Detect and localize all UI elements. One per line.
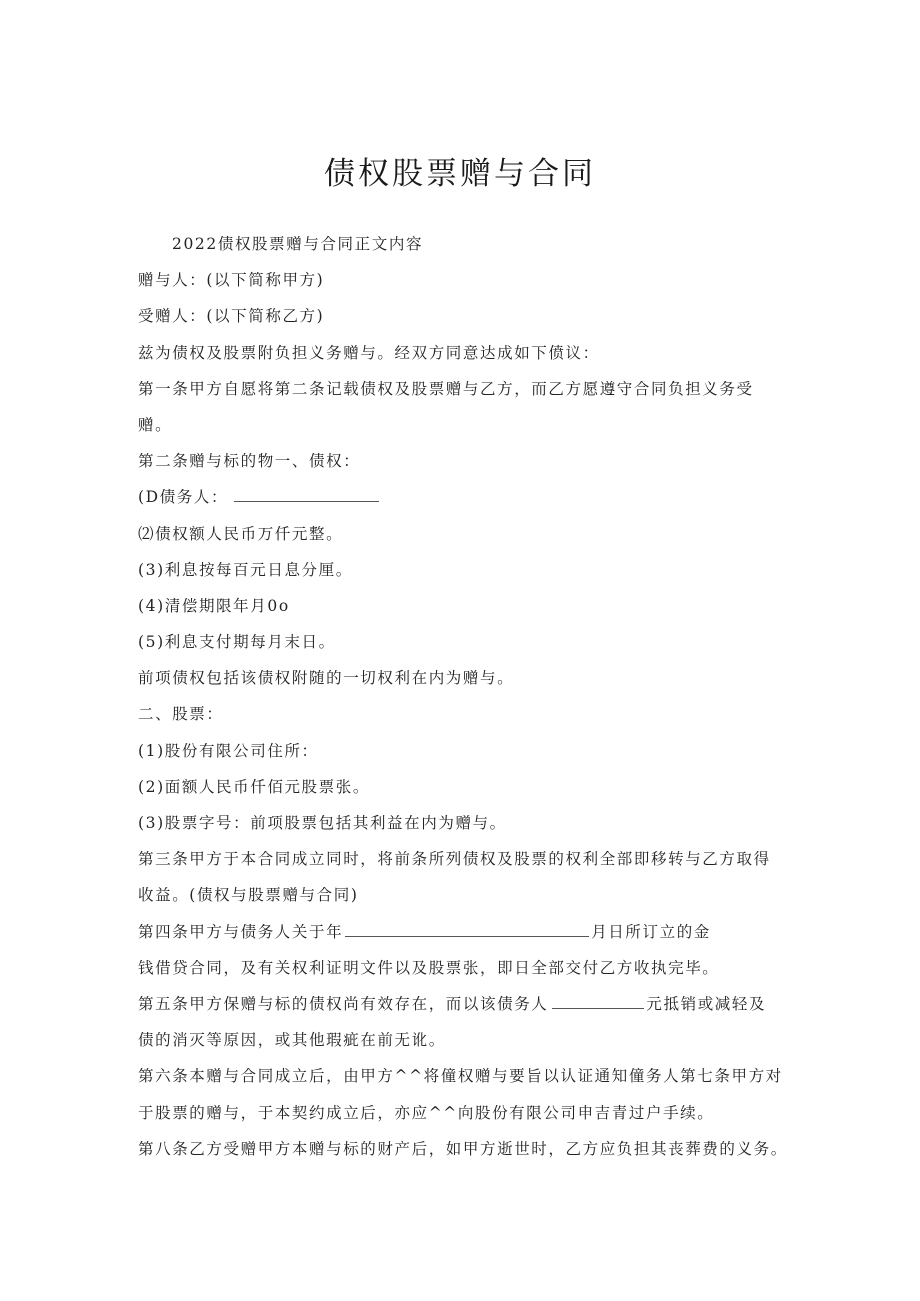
article-8-line: 第八条乙方受赠甲方本赠与标的财产后，如甲方逝世时，乙方应负担其丧葬费的义务。 bbox=[138, 1139, 788, 1158]
donee-line: 受赠人：(以下简称乙方) bbox=[138, 307, 325, 326]
debt-item-2: ⑵债权额人民币万仟元整。 bbox=[138, 524, 344, 543]
article-3-line-1: 第三条甲方于本合同成立同时，将前条所列债权及股票的权利全部即移转与乙方取得 bbox=[138, 850, 771, 869]
article-5-line-1 bbox=[138, 986, 818, 1022]
article-4-line-1 bbox=[138, 914, 818, 950]
article-5-line-2: 债的消灭等原因，或其他瑕疵在前无讹。 bbox=[138, 1031, 446, 1050]
article-3-line-2: 收益。(债权与股票赠与合同) bbox=[138, 886, 359, 905]
debtor-blank bbox=[234, 479, 379, 502]
preamble-line: 兹为债权及股票附负担义务赠与。经双方同意达成如下偾议： bbox=[138, 343, 600, 362]
article-6-line-1: 第六条本赠与合同成立后，由甲方^^将僮权赠与要旨以认证通知僮务人第七条甲方对 bbox=[138, 1067, 783, 1086]
article-4-pre: 第四条甲方与债务人关于年 bbox=[138, 922, 344, 941]
amount-blank bbox=[552, 986, 644, 1009]
article-5-post: 元抵销或减轻及 bbox=[646, 994, 767, 1013]
debt-item-4: (4)清偿期限年月0o bbox=[138, 596, 290, 615]
article-1-line-2: 赠。 bbox=[138, 415, 173, 434]
document-body bbox=[138, 226, 818, 1167]
year-blank bbox=[345, 914, 589, 937]
debt-item-5: (5)利息支付期每月末日。 bbox=[138, 633, 336, 652]
debt-note: 前项债权包括该债权附随的一切权利在内为赠与。 bbox=[138, 669, 515, 688]
article-1-line-1: 第一条甲方自愿将第二条记载债权及股票赠与乙方，而乙方愿遵守合同负担义务受 bbox=[138, 379, 754, 398]
stock-item-2: (2)面额人民币仟佰元股票张。 bbox=[138, 777, 370, 796]
stock-item-1: (1)股份有限公司住所： bbox=[138, 741, 319, 760]
debt-item-3: (3)利息按每百元日息分厘。 bbox=[138, 560, 353, 579]
document-title: 债权股票赠与合同 bbox=[324, 156, 596, 192]
article-4-line-2: 钱借贷合同，及有关权利证明文件以及股票张，即日全部交付乙方收执完毕。 bbox=[138, 958, 720, 977]
debt-item-1 bbox=[138, 479, 818, 515]
donor-line: 赠与人：(以下简称甲方) bbox=[138, 271, 325, 290]
debt-item-1-label: (D债务人： bbox=[138, 488, 229, 507]
article-6-line-2: 于股票的赠与，于本契约成立后，亦应^^向股份有限公司申吉青过户手续。 bbox=[138, 1103, 715, 1122]
intro-line: 2022债权股票赠与合同正文内容 bbox=[172, 235, 424, 253]
article-5-pre: 第五条甲方保赠与标的债权尚有效存在，而以该债务人 bbox=[138, 994, 549, 1013]
article-4-post: 月日所订立的金 bbox=[591, 922, 711, 941]
article-2-heading: 第二条赠与标的物一、债权： bbox=[138, 452, 361, 471]
stock-heading: 二、股票： bbox=[138, 705, 224, 724]
stock-item-3: (3)股票字号：前项股票包括其利益在内为赠与。 bbox=[138, 814, 507, 832]
